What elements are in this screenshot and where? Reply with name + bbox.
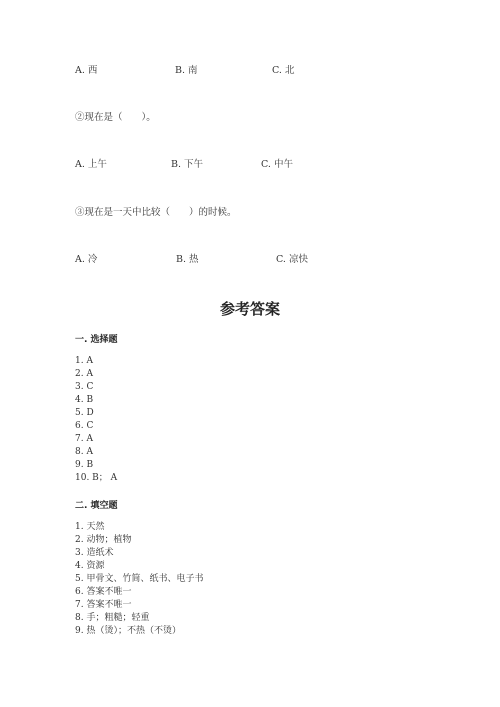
q2-option-c: C. 中午 xyxy=(261,159,293,170)
q1-option-c: C. 北 xyxy=(272,65,295,76)
q1-option-a: A. 西 xyxy=(75,65,98,76)
q2-option-a: A. 上午 xyxy=(75,159,107,170)
q2-option-b: B. 下午 xyxy=(171,159,204,170)
list-item: 5. D xyxy=(75,408,94,418)
list-item: 6. 答案不唯一 xyxy=(75,587,132,597)
q2-stem: ②现在是（ ）。 xyxy=(75,112,156,123)
list-item: 6. C xyxy=(75,421,94,431)
answers-title: 参考答案 xyxy=(219,300,280,318)
list-item: 5. 甲骨文、竹简、纸书、电子书 xyxy=(75,574,204,584)
list-item: 4. 资源 xyxy=(75,561,105,571)
section2-heading: 二. 填空题 xyxy=(75,501,118,511)
list-item: 1. A xyxy=(75,356,93,366)
list-item: 8. 手；粗糙；轻重 xyxy=(75,613,150,623)
section2-answer-list xyxy=(75,521,203,638)
q3-option-a: A. 冷 xyxy=(75,254,98,265)
list-item: 2. 动物；植物 xyxy=(75,535,132,545)
q1-option-b: B. 南 xyxy=(175,65,198,76)
q3-option-b: B. 热 xyxy=(176,254,199,265)
list-item: 10. B； A xyxy=(75,473,118,483)
list-item: 4. B xyxy=(75,395,94,405)
list-item: 9. B xyxy=(75,460,94,470)
list-item: 9. 热（烫）；不热（不烫） xyxy=(75,626,181,636)
list-item: 3. 造纸术 xyxy=(75,548,114,558)
list-item: 7. 答案不唯一 xyxy=(75,600,132,610)
q3-stem: ③现在是一天中比较（ ）的时候。 xyxy=(75,207,237,218)
q3-option-c: C. 凉快 xyxy=(276,254,308,265)
section1-heading: 一. 选择题 xyxy=(75,335,118,345)
list-item: 7. A xyxy=(75,434,93,444)
list-item: 1. 天然 xyxy=(75,522,105,532)
list-item: 8. A xyxy=(75,447,93,457)
list-item: 2. A xyxy=(75,369,93,379)
list-item: 3. C xyxy=(75,382,94,392)
section1-answer-list xyxy=(75,355,117,485)
